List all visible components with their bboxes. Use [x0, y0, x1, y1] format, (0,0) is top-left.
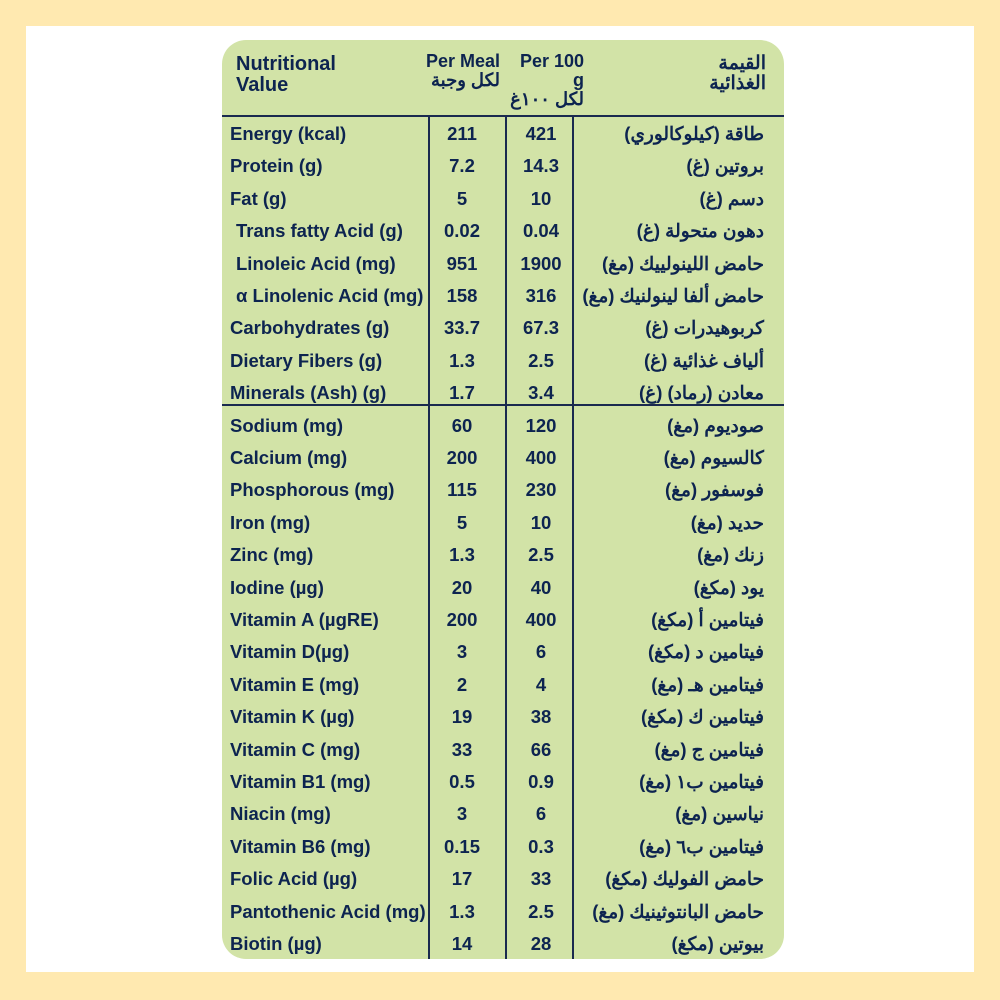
per-100g-value: 4 — [535, 673, 547, 695]
per-meal-value: 33.7 — [443, 317, 480, 339]
per-meal-value: 0.5 — [449, 771, 475, 792]
per-meal-value: 1.3 — [449, 900, 475, 922]
table-row — [222, 184, 784, 216]
table-row — [222, 475, 784, 507]
table-header — [222, 40, 784, 112]
nutrient-name-arabic: بيوتين (مكغ) — [671, 933, 764, 954]
per-meal-value: 200 — [446, 609, 478, 630]
table-row — [222, 573, 784, 605]
nutrient-name-arabic: حامض اللينولييك (مغ) — [601, 252, 764, 274]
per-100g-value: 400 — [525, 609, 557, 630]
table-row — [222, 119, 784, 151]
header-ar-line2: الغذائية — [709, 72, 766, 94]
per-meal-value: 60 — [451, 414, 473, 436]
nutrient-name: Vitamin A (µgRE) — [230, 609, 379, 630]
per-100g-value: 0.3 — [528, 835, 554, 857]
per-meal-value: 5 — [456, 511, 468, 533]
nutrient-name: Dietary Fibers (g) — [230, 349, 383, 371]
per-100g-value: 2.5 — [528, 900, 554, 922]
table-row — [222, 411, 784, 443]
nutrient-name-arabic: كربوهيدرات (غ) — [645, 317, 764, 339]
per-100g-value: 230 — [525, 479, 557, 501]
table-row — [222, 346, 784, 378]
per-100g-value: 38 — [530, 706, 552, 728]
per-100g-value: 1900 — [520, 252, 562, 274]
per-meal-value: 5 — [456, 187, 468, 209]
table-row — [222, 151, 784, 183]
header-per-100g-en: Per 100 g — [519, 51, 584, 90]
nutrient-name-arabic: طاقة (كيلوكالوري) — [624, 123, 764, 144]
per-meal-value: 19 — [451, 706, 473, 728]
per-100g-value: 6 — [535, 803, 547, 825]
per-meal-value: 115 — [447, 479, 477, 501]
per-meal-value: 3 — [456, 641, 468, 663]
table-row — [222, 832, 784, 864]
per-100g-value: 28 — [530, 933, 552, 954]
nutrient-name-arabic: حامض البانتوثينيك (مغ) — [592, 900, 764, 922]
nutrient-name: α Linolenic Acid (mg) — [236, 285, 424, 306]
per-meal-value: 14 — [451, 933, 473, 954]
nutrient-name-arabic: حديد (مغ) — [690, 511, 764, 533]
nutrient-name-arabic: كالسيوم (مغ) — [663, 447, 764, 468]
per-100g-value: 120 — [525, 414, 557, 436]
nutrient-name-arabic: فيتامين ب١ (مغ) — [639, 771, 764, 792]
per-100g-value: 33 — [530, 868, 552, 890]
nutrient-name-arabic: فوسفور (مغ) — [665, 479, 764, 501]
per-100g-value: 40 — [530, 576, 552, 598]
nutrient-name: Iodine (µg) — [230, 576, 324, 598]
table-row — [222, 864, 784, 896]
nutrient-name-arabic: فيتامين ج (مغ) — [654, 738, 764, 760]
per-meal-value: 17 — [451, 868, 473, 890]
per-meal-value: 7.2 — [449, 155, 475, 177]
table-row — [222, 702, 784, 734]
nutrient-name-arabic: معادن (رماد) (غ) — [639, 382, 764, 404]
nutrient-name: Vitamin E (mg) — [230, 673, 360, 695]
nutrient-name: Fat (g) — [230, 187, 287, 209]
header-ar-line1: القيمة — [718, 53, 766, 74]
header-per-meal-en: Per Meal — [425, 51, 500, 71]
nutrient-name: Pantothenic Acid (mg) — [230, 900, 426, 922]
nutrient-name: Vitamin K (µg) — [230, 706, 355, 728]
per-100g-value: 400 — [525, 447, 557, 468]
nutrient-name-arabic: صوديوم (مغ) — [667, 414, 764, 436]
per-meal-value: 0.15 — [443, 835, 480, 857]
header-divider — [222, 115, 784, 117]
table-row — [222, 767, 784, 799]
nutrient-name: Trans fatty Acid (g) — [236, 220, 403, 242]
nutrient-name: Phosphorous (mg) — [230, 479, 395, 501]
table-row — [222, 249, 784, 281]
per-meal-value: 20 — [451, 576, 473, 598]
nutrient-name: Niacin (mg) — [230, 803, 331, 825]
nutrient-name-arabic: حامض ألفا لينولنيك (مغ) — [582, 285, 764, 306]
nutrient-name-arabic: فيتامين ك (مكغ) — [640, 706, 764, 728]
table-row — [222, 540, 784, 572]
per-100g-value: 0.04 — [522, 220, 559, 242]
table-row — [222, 216, 784, 248]
per-meal-value: 3 — [456, 803, 468, 825]
table-row — [222, 378, 784, 410]
per-100g-value: 2.5 — [528, 544, 554, 566]
per-100g-value: 421 — [525, 123, 557, 144]
nutrition-table — [222, 40, 784, 959]
per-meal-value: 0.02 — [443, 220, 480, 242]
nutrient-name: Vitamin D(µg) — [230, 641, 350, 663]
per-meal-value: 2 — [456, 673, 468, 695]
nutrient-name: Sodium (mg) — [230, 414, 344, 436]
per-100g-value: 67.3 — [522, 317, 559, 339]
nutrient-name-arabic: دسم (غ) — [699, 187, 764, 209]
nutrient-name: Folic Acid (µg) — [230, 868, 358, 890]
per-meal-value: 1.3 — [449, 544, 475, 566]
nutrient-name-arabic: نياسين (مغ) — [675, 803, 764, 825]
table-row — [222, 281, 784, 313]
per-100g-value: 10 — [530, 511, 552, 533]
per-meal-value: 1.7 — [449, 382, 475, 404]
per-meal-value: 200 — [446, 447, 478, 468]
nutrient-name: Vitamin C (mg) — [230, 738, 361, 760]
per-meal-value: 158 — [446, 285, 478, 306]
nutrient-name: Vitamin B1 (mg) — [230, 771, 371, 792]
nutrient-name: Biotin (µg) — [230, 933, 322, 954]
nutrient-name: Vitamin B6 (mg) — [230, 835, 371, 857]
per-100g-value: 2.5 — [528, 349, 554, 371]
header-name-line2: Value — [236, 74, 289, 96]
table-row — [222, 670, 784, 702]
nutrient-name-arabic: ألياف غذائية (غ) — [644, 349, 764, 371]
per-meal-value: 951 — [446, 252, 478, 274]
nutrient-name: Linoleic Acid (mg) — [236, 252, 396, 274]
nutrient-name-arabic: فيتامين د (مكغ) — [647, 641, 764, 663]
nutrient-name-arabic: حامض الفوليك (مكغ) — [605, 868, 764, 890]
nutrient-name: Carbohydrates (g) — [230, 317, 390, 339]
table-row — [222, 735, 784, 767]
table-row — [222, 508, 784, 540]
nutrient-name: Energy (kcal) — [230, 123, 347, 144]
per-meal-value: 1.3 — [449, 349, 475, 371]
per-100g-value: 0.9 — [528, 771, 554, 792]
nutrient-name-arabic: دهون متحولة (غ) — [636, 220, 764, 242]
table-row — [222, 605, 784, 637]
nutrient-name: Zinc (mg) — [230, 544, 314, 566]
table-row — [222, 929, 784, 961]
per-100g-value: 3.4 — [528, 382, 554, 404]
header-arabic-nutritional-value — [709, 54, 766, 94]
per-meal-value: 211 — [447, 123, 477, 144]
nutrient-name-arabic: بروتين (غ) — [686, 155, 764, 177]
per-100g-value: 6 — [535, 641, 547, 663]
nutrient-name-arabic: فيتامين هـ (مغ) — [651, 673, 764, 695]
nutrient-name-arabic: فيتامين أ (مكغ) — [651, 609, 764, 630]
header-per-meal — [422, 52, 500, 90]
nutrient-name: Calcium (mg) — [230, 447, 348, 468]
per-100g-value: 14.3 — [522, 155, 559, 177]
per-meal-value: 33 — [451, 738, 473, 760]
per-100g-value: 10 — [530, 187, 552, 209]
nutrient-name: Minerals (Ash) (g) — [230, 382, 387, 404]
table-row — [222, 897, 784, 929]
header-per-100g — [508, 52, 584, 109]
table-row — [222, 799, 784, 831]
nutrient-name: Protein (g) — [230, 155, 323, 177]
header-per-100g-ar: لكل ١٠٠غ — [510, 88, 584, 109]
table-row — [222, 313, 784, 345]
nutrient-name-arabic: فيتامين ب٦ (مغ) — [639, 835, 764, 857]
header-name-line1: Nutritional — [236, 53, 336, 75]
header-nutritional-value — [236, 54, 336, 96]
header-per-meal-ar: لكل وجبة — [431, 69, 500, 90]
nutrient-name-arabic: زنك (مغ) — [697, 544, 764, 566]
per-100g-value: 316 — [525, 285, 557, 306]
table-row — [222, 443, 784, 475]
per-100g-value: 66 — [530, 738, 552, 760]
nutrient-name-arabic: يود (مكغ) — [693, 576, 764, 598]
table-row — [222, 637, 784, 669]
nutrient-name: Iron (mg) — [230, 511, 311, 533]
